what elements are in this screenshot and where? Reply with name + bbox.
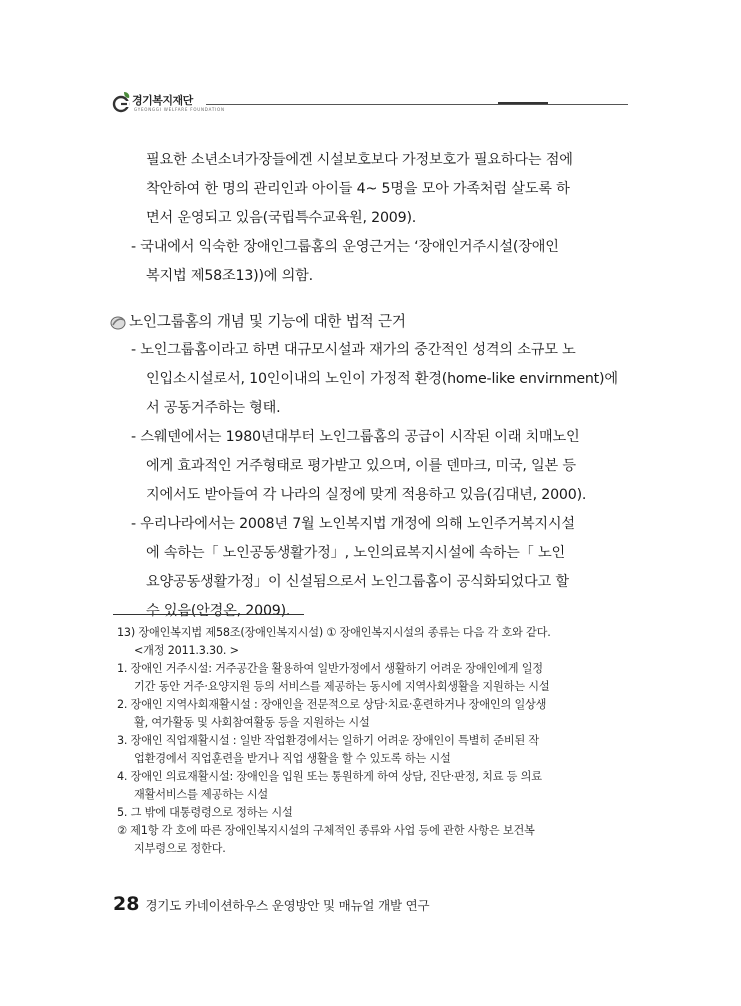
footnote-rule [113,614,304,615]
text-line: 에게 효과적인 거주형태로 평가받고 있으며, 이를 덴마크, 미국, 일본 등 [146,458,576,474]
footnote-line: 활, 여가활동 및 사회참여활동 등을 지원하는 시설 [134,716,370,729]
text-line: 요양공동생활가정」이 신설됨으로서 노인그룹홈이 공식화되었다고 할 [146,574,569,590]
foundation-logo-icon [112,90,132,114]
footnote-line: ② 제1항 각 호에 따른 장애인복지시설의 구체적인 종류와 사업 등에 관한 사항은 보건복 [117,824,535,837]
section-title: 노인그룹홈의 개념 및 기능에 대한 법적 근거 [129,313,406,330]
section-bullet-icon [109,313,127,331]
page-number: 28 [113,893,140,915]
text-line: 복지법 제58조13))에 의함. [146,268,313,284]
footnote-line: 기간 동안 거주·요양지원 등의 서비스를 제공하는 동시에 지역사회생활을 지원하는 시설 [134,680,550,693]
footnote-line: 3. 장애인 직업재활시설 : 일반 작업환경에서는 일하기 어려운 장애인이 특별히 준비된 작 [117,734,540,747]
footnote-line: 1. 장애인 거주시설: 거주공간을 활용하여 일반가정에서 생활하기 어려운 장애인에게 일정 [117,662,543,675]
header-rule-accent [498,102,548,104]
page-footer [113,893,429,915]
text-line: 서 공동거주하는 형태. [146,400,281,416]
footnote-line: 재활서비스를 제공하는 시설 [134,788,268,801]
footnote-line: 5. 그 밖에 대통령령으로 정하는 시설 [117,806,293,819]
footnote-line: 지부령으로 정한다. [134,842,226,855]
document-title: 경기도 카네이션하우스 운영방안 및 매뉴얼 개발 연구 [145,898,430,913]
text-line: 착안하여 한 명의 관리인과 아이들 4~ 5명을 모아 가족처럼 살도록 하 [146,181,570,197]
page-header [112,88,628,120]
text-line: - 국내에서 익숙한 장애인그룹홈의 운영근거는 ‘장애인거주시설(장애인 [131,239,559,255]
footnote-line: 2. 장애인 지역사회재활시설 : 장애인을 전문적으로 상담·치료·훈련하거나 장애인의 일상생 [117,698,547,711]
text-line: 필요한 소년소녀가장들에겐 시설보호보다 가정보호가 필요하다는 점에 [146,152,573,168]
org-name: 경기복지재단 [132,94,193,107]
footnote-line: 13) 장애인복지법 제58조(장애인복지시설) ① 장애인복지시설의 종류는 다음 각 호와 같다. [117,626,551,639]
text-line: 지에서도 받아들여 각 나라의 실정에 맞게 적용하고 있음(김대년, 2000). [146,487,587,503]
org-sub: GYEONGGI WELFARE FOUNDATION [134,107,225,112]
text-line: - 스웨덴에서는 1980년대부터 노인그룹홈의 공급이 시작된 이래 치매노인 [131,429,580,445]
text-line: 에 속하는「 노인공동생활가정」, 노인의료복지시설에 속하는「 노인 [146,545,565,561]
text-line: 인입소시설로서, 10인이내의 노인이 가정적 환경(home-like envirnment)에 [146,371,618,387]
footnote-line: <개정 2011.3.30. > [134,644,239,657]
text-line: - 우리나라에서는 2008년 7월 노인복지법 개정에 의해 노인주거복지시설 [131,516,575,532]
text-line: 면서 운영되고 있음(국립특수교육원, 2009). [146,210,417,226]
footnote-line: 4. 장애인 의료재활시설: 장애인을 입원 또는 통원하게 하여 상담, 진단·판정, 치료 등 의료 [117,770,542,783]
footnote-line: 업환경에서 직업훈련을 받거나 직업 생활을 할 수 있도록 하는 시설 [134,752,451,765]
text-line: 수 있음(안경온, 2009). [146,603,291,619]
header-rule [206,104,628,105]
text-line: - 노인그룹홈이라고 하면 대규모시설과 재가의 중간적인 성격의 소규모 노 [131,342,576,358]
